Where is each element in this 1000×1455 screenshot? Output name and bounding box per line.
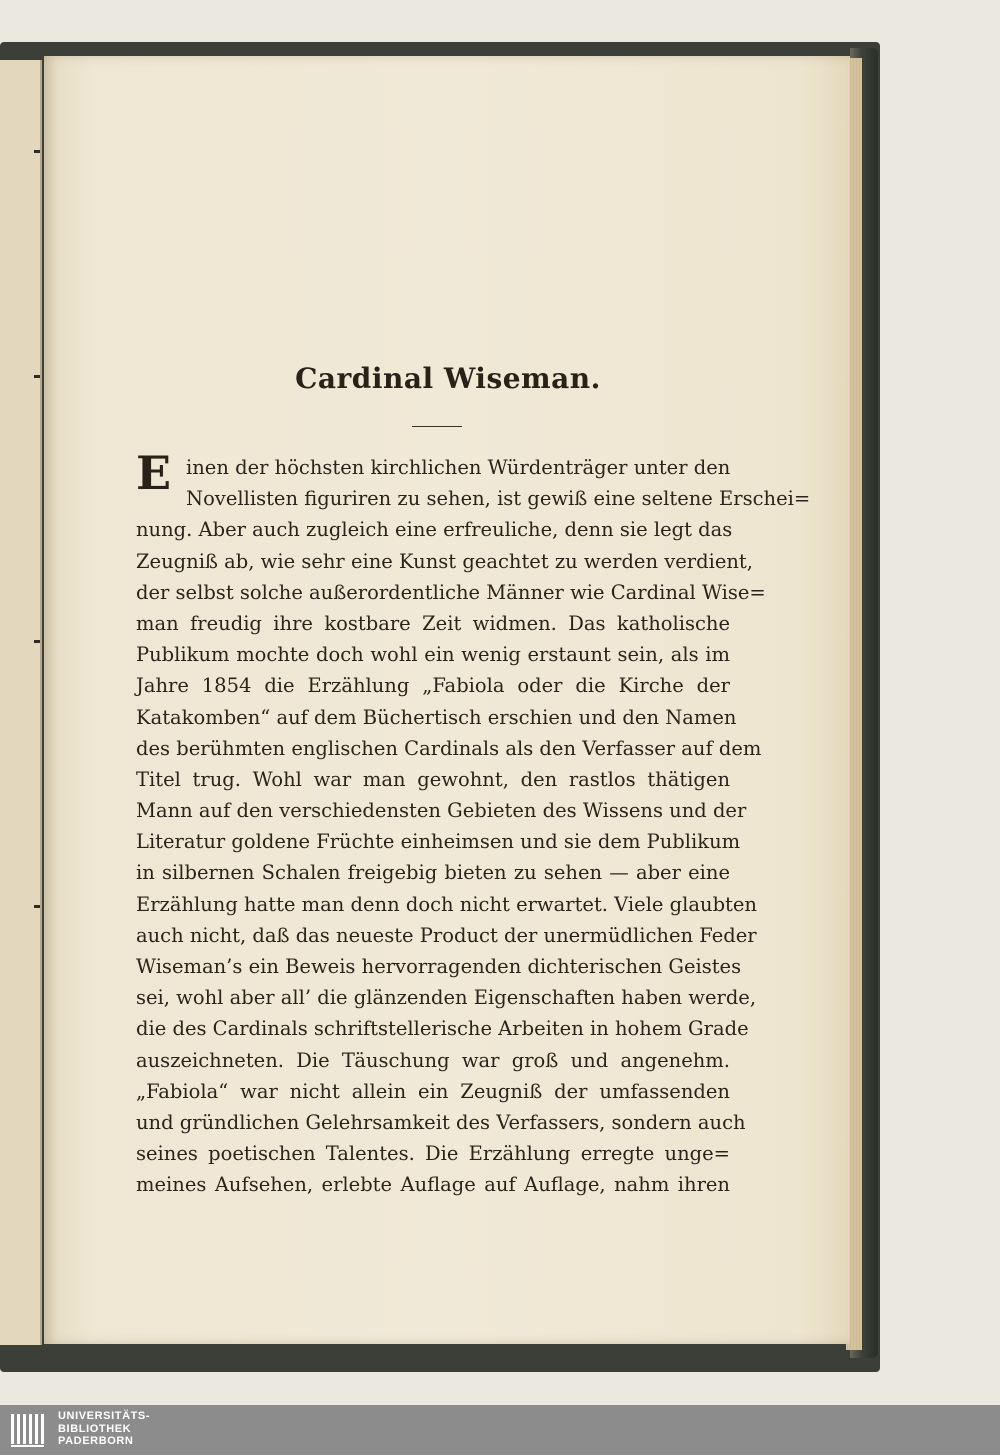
text-line: der selbst solche außerordentliche Männer wie Cardinal Wise= xyxy=(136,580,766,604)
text-line: sei, wohl aber all’ die glänzenden Eigenschaften haben werde, xyxy=(136,986,757,1010)
chapter-title: Cardinal Wiseman. xyxy=(295,362,601,395)
body-text xyxy=(136,446,811,1201)
text-line: und gründlichen Gelehrsamkeit des Verfassers, sondern auch xyxy=(136,1110,746,1134)
logo-line: UNIVERSITÄTS- xyxy=(58,1410,151,1422)
binding-stitch xyxy=(34,150,40,153)
text-line: Zeugniß ab, wie sehr eine Kunst geachtet zu werden verdient, xyxy=(136,549,753,573)
text-line: Mann auf den verschiedensten Gebieten des Wissens und der xyxy=(136,799,747,823)
library-name xyxy=(58,1410,150,1448)
text-line: Erzählung hatte man denn doch nicht erwartet. Viele glaubten xyxy=(136,892,757,916)
text-line: inen der höchsten kirchlichen Würdenträger unter den xyxy=(186,456,731,479)
text-line: auszeichneten. Die Täuschung war groß und angenehm. xyxy=(136,1048,730,1072)
binding-stitch xyxy=(34,640,40,643)
text-line: „Fabiola“ war nicht allein ein Zeugniß der umfassenden xyxy=(136,1079,730,1103)
text-line: seines poetischen Talentes. Die Erzählung erregte unge= xyxy=(136,1142,730,1166)
logo-line: PADERBORN xyxy=(58,1435,134,1447)
text-line: Jahre 1854 die Erzählung „Fabiola oder die Kirche der xyxy=(136,674,730,698)
drop-cap: E xyxy=(136,446,172,500)
text-line: Wiseman’s ein Beweis hervorragenden dichterischen Geistes xyxy=(136,955,742,978)
text-line: man freudig ihre kostbare Zeit widmen. Das katholische xyxy=(136,611,730,635)
library-footer xyxy=(0,1405,1000,1455)
title-rule xyxy=(412,426,462,427)
text-line: in silbernen Schalen freigebig bieten zu sehen — aber eine xyxy=(136,861,730,885)
text-line: Publikum mochte doch wohl ein wenig erstaunt sein, als im xyxy=(136,643,730,667)
text-line: Titel trug. Wohl war man gewohnt, den rastlos thätigen xyxy=(136,767,730,791)
text-line: auch nicht, daß das neueste Product der unermüdlichen Feder xyxy=(136,923,757,947)
text-line: Literatur goldene Früchte einheimsen und sie dem Publikum xyxy=(136,830,741,854)
facing-page-edge xyxy=(0,60,42,1345)
text-line: die des Cardinals schriftstellerische Arbeiten in hohem Grade xyxy=(136,1017,749,1041)
text-line: meines Aufsehen, erlebte Auflage auf Auflage, nahm ihren xyxy=(136,1173,730,1197)
text-line: des berühmten englischen Cardinals als den Verfasser auf dem xyxy=(136,736,762,760)
logo-line: BIBLIOTHEK xyxy=(58,1422,132,1435)
binding-stitch xyxy=(34,905,40,908)
text-line: Katakomben“ auf dem Büchertisch erschien und den Namen xyxy=(136,705,737,729)
text-line: Novellisten figuriren zu sehen, ist gewiß eine seltene Erschei= xyxy=(186,487,811,511)
library-logo-icon xyxy=(10,1412,48,1448)
text-line: nung. Aber auch zugleich eine erfreuliche, denn sie legt das xyxy=(136,518,733,542)
